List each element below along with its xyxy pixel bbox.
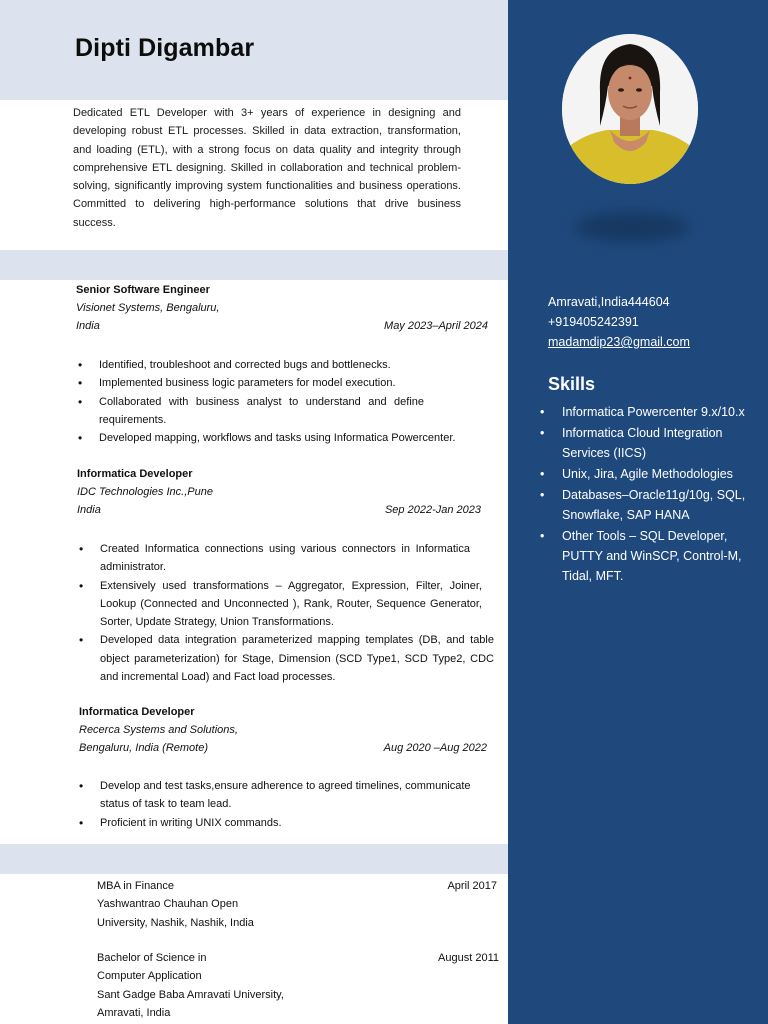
skills-list — [540, 402, 764, 587]
education-degree-line: Computer Application — [97, 970, 202, 983]
job-bullet: • Proficient in writing UNIX commands. — [77, 814, 489, 832]
job-bullet: • Collaborated with business analyst to understand and define requirements. — [76, 393, 424, 430]
education-school-line: Yashwantrao Chauhan Open — [97, 898, 239, 911]
education-date: April 2017 — [447, 880, 497, 892]
job-company: IDC Technologies Inc.,Pune — [77, 486, 213, 498]
job-dates: Sep 2022-Jan 2023 — [384, 504, 481, 516]
job-bullet: • Extensively used transformations – Aggregator, Expression, Filter, Joiner, Lookup (Connected and Unconnected ), Rank, Router, Sequence Generator, Sorter, Update Strategy, Union Transformations. — [77, 577, 494, 632]
contact-block — [548, 292, 690, 352]
education-date: August 2011 — [438, 952, 499, 964]
skills-heading: Skills — [548, 374, 596, 394]
job-title: Informatica Developer — [79, 706, 195, 718]
contact-email-link[interactable]: madamdip23@gmail.com — [548, 335, 690, 349]
education-school-line: Amravati, India — [97, 1006, 171, 1019]
education-degree: MBA in Finance — [97, 880, 175, 892]
skill-item: • Databases–Oracle11g/10g, SQL, Snowflake, SAP HANA — [540, 485, 764, 525]
photo-shadow — [574, 212, 690, 242]
job-location: India — [77, 504, 101, 516]
job-company: Recerca Systems and Solutions, — [79, 724, 238, 736]
job-bullet: • Created Informatica connections using various connectors in Informatica administrator. — [77, 540, 494, 577]
contact-phone: +919405242391 — [548, 315, 639, 329]
education-school-line: University, Nashik, Nashik, India — [97, 916, 254, 929]
profile-summary: Dedicated ETL Developer with 3+ years of experience in designing and developing robust ETL processes. Skilled in data extraction, transformation, and loading (ETL), with a strong focus on data quality and integrity through comprehensive ETL designing. Skilled in collaboration and technical problem-solving, significantly improving system functionalities and business operations. Committed to delivering high-performance solutions that drive business success. — [73, 107, 461, 229]
job-title: Senior Software Engineer — [76, 284, 210, 296]
education-entry-1 — [97, 877, 497, 932]
job-title: Informatica Developer — [77, 468, 193, 480]
job-bullets — [76, 356, 456, 447]
education-entry-2 — [97, 949, 497, 1022]
candidate-name: Dipti Digambar — [75, 34, 255, 62]
skill-item: • Informatica Powercenter 9.x/10.x — [540, 402, 764, 422]
job-location: Bengaluru, India (Remote) — [79, 742, 209, 754]
job-dates: Aug 2020 –Aug 2022 — [383, 742, 487, 754]
skill-item: • Informatica Cloud Integration Services (IICS) — [540, 423, 764, 463]
job-bullet: • Implemented business logic parameters for model execution. — [76, 374, 424, 392]
job-bullet: • Identified, troubleshoot and corrected bugs and bottlenecks. — [76, 356, 424, 374]
contact-address: Amravati,India444604 — [548, 295, 670, 309]
job-company: Visionet Systems, Bengaluru, — [76, 302, 220, 314]
job-bullet: • Develop and test tasks,ensure adherence to agreed timelines, communicate status of task to team lead. — [77, 777, 489, 814]
profile-photo-illustration — [562, 34, 698, 184]
skill-item: • Unix, Jira, Agile Methodologies — [540, 464, 764, 484]
job-bullets — [77, 540, 494, 686]
profile-photo — [562, 34, 698, 184]
job-bullet: • Developed mapping, workflows and tasks using Informatica Powercenter. — [76, 429, 424, 447]
job-bullets — [77, 777, 489, 832]
skill-item: • Other Tools – SQL Developer, PUTTY and WinSCP, Control-M, Tidal, MFT. — [540, 526, 764, 586]
job-dates: May 2023–April 2024 — [384, 320, 488, 332]
education-section-band — [0, 844, 508, 874]
experience-section-band — [0, 250, 508, 280]
sidebar — [508, 0, 768, 1024]
job-location: India — [76, 320, 100, 332]
job-bullet: • Developed data integration parameterized mapping templates (DB, and table object parameterization) for Stage, Dimension (SCD Type1, SCD Type2, CDC and incremental Load) and Fact load processes. — [77, 631, 494, 686]
education-degree: Bachelor of Science in — [97, 952, 207, 964]
education-school-line: Sant Gadge Baba Amravati University, — [97, 988, 284, 1001]
